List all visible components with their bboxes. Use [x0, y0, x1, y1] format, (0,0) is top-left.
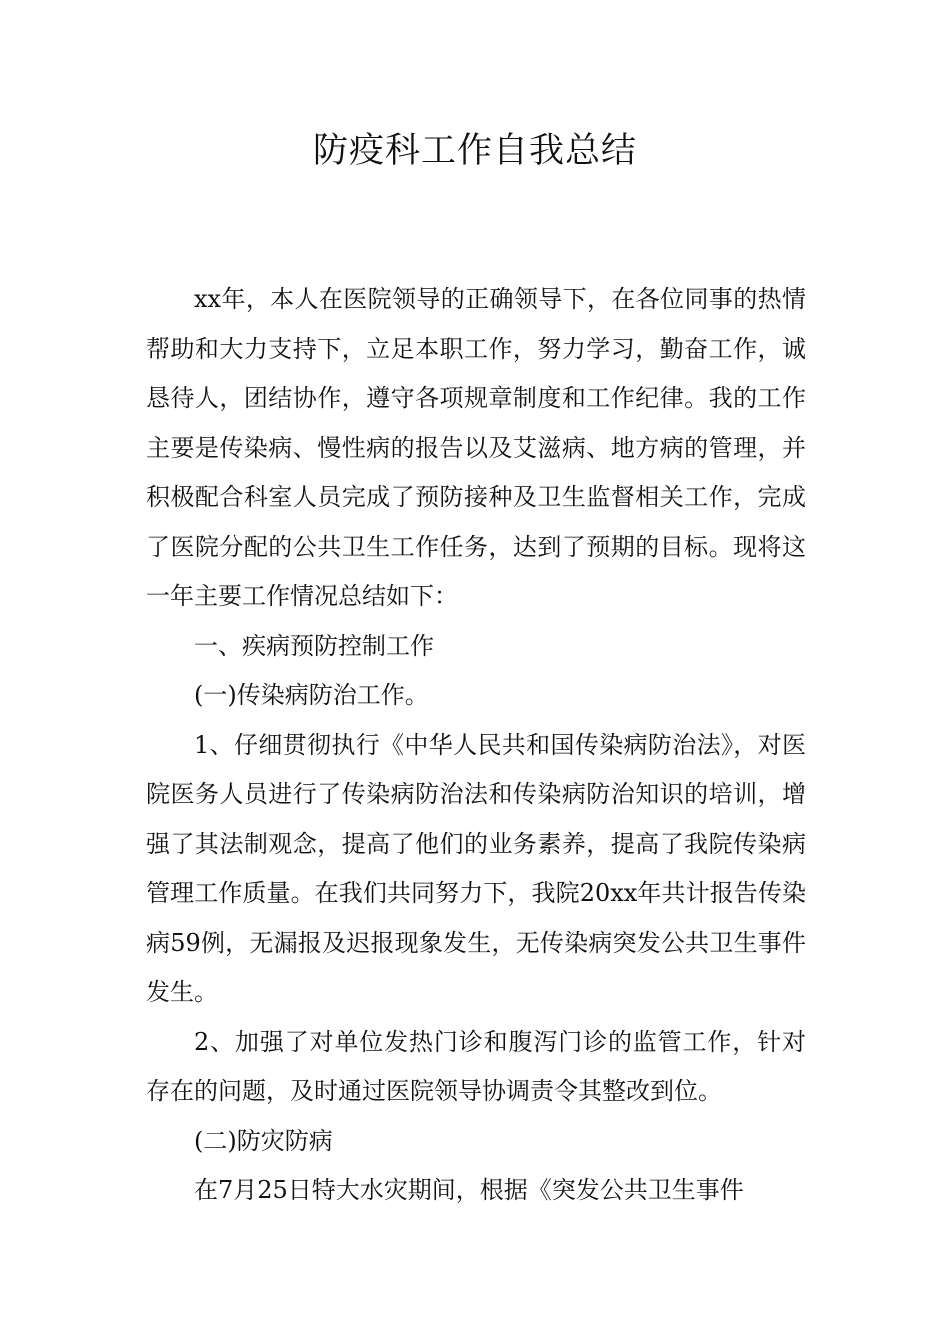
- paragraph-item-1: 1、仔细贯彻执行《中华人民共和国传染病防治法》，对医院医务人员进行了传染病防治法和传染病防治知识的培训，增强了其法制观念，提高了他们的业务素养，提高了我院传染病管理工作质量。在我们共同努力下，我院20xx年共计报告传染病59例，无漏报及迟报现象发生，无传染病突发公共卫生事件发生。: [146, 730, 806, 1006]
- section-heading-disease-control: 一、疾病预防控制工作: [194, 631, 434, 660]
- paragraph-intro: xx年，本人在医院领导的正确领导下，在各位同事的热情帮助和大力支持下，立足本职工作，努力学习，勤奋工作，诚恳待人，团结协作，遵守各项规章制度和工作纪律。我的工作主要是传染病、慢性病的报告以及艾滋病、地方病的管理，并积极配合科室人员完成了预防接种及卫生监督相关工作，完成了医院分配的公共卫生工作任务，达到了预期的目标。现将这一年主要工作情况总结如下：: [146, 285, 806, 610]
- subsection-heading-infectious-disease: (一)传染病防治工作。: [194, 681, 429, 709]
- document-title: 防疫科工作自我总结: [312, 131, 637, 171]
- paragraph-flood: 在7月25日特大水灾期间，根据《突发公共卫生事件: [194, 1176, 744, 1204]
- paragraph-item-2: 2、加强了对单位发热门诊和腹泻门诊的监管工作，针对存在的问题，及时通过医院领导协调责令其整改到位。: [146, 1027, 806, 1105]
- document-body: [146, 275, 806, 1216]
- subsection-heading-disaster-prevention: (二)防灾防病: [194, 1126, 333, 1155]
